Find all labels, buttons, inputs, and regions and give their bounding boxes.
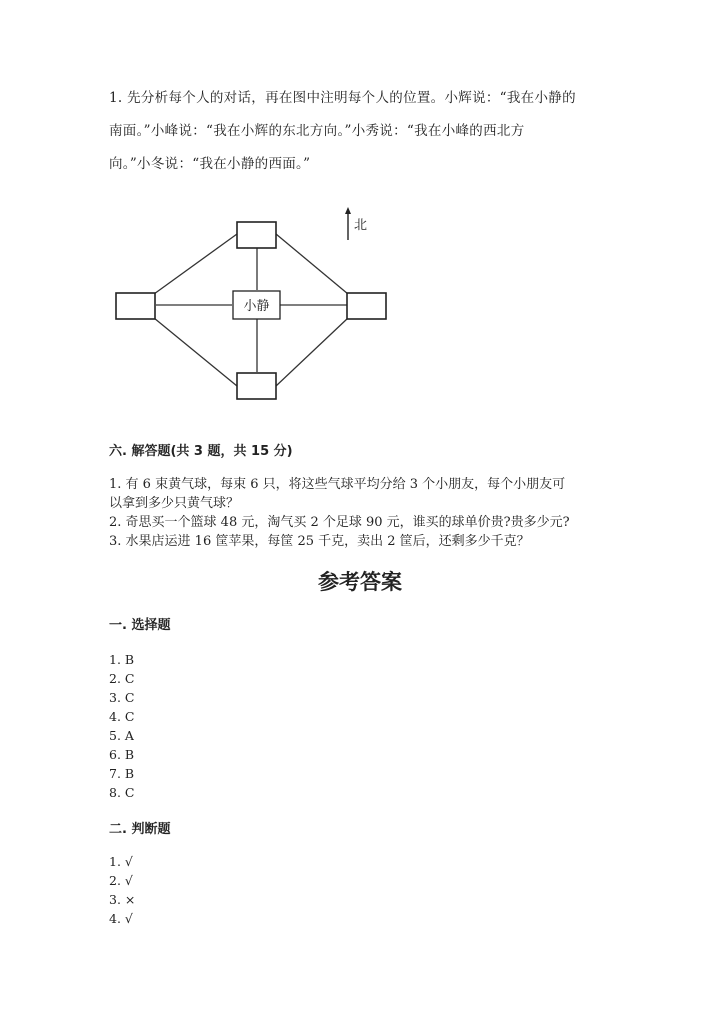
compass-label: 北 [354,218,368,233]
answers-title: 参考答案 [318,570,402,594]
west-box [116,293,155,319]
north-arrowhead-icon [345,207,351,214]
question-line: 2. 奇思买一个篮球 48 元，淘气买 2 个足球 90 元，谁买的球单价贵?贵多少元? [109,515,570,530]
answer-item: 1. B [109,652,135,667]
answers-section-heading: 二. 判断题 [109,822,171,837]
answers-list-choice [109,650,134,802]
answer-item: 2. C [109,671,135,686]
east-box [347,293,386,319]
answers-list-judge [109,852,135,928]
answer-item: 5. A [109,728,134,743]
answer-item: 7. B [109,766,135,781]
answer-item: 8. C [109,785,135,800]
section-6-heading: 六. 解答题(共 3 题，共 15 分) [109,444,293,459]
problem-1-line: 南面。”小峰说：“我在小辉的东北方向。”小秀说：“我在小峰的西北方 [109,123,525,139]
connector-line [154,318,237,386]
north-box [237,222,276,248]
question-line: 3. 水果店运进 16 筐苹果，每筐 25 千克，卖出 2 筐后，还剩多少千克？ [109,534,530,549]
answer-item: 4. C [109,709,135,724]
answer-item: 3. C [109,690,135,705]
problem-1-line: 向。”小冬说：“我在小静的西面。” [109,156,311,172]
problem-1-line: 1. 先分析每个人的对话，再在图中注明每个人的位置。小辉说：“我在小静的 [109,90,576,106]
center-label: 小静 [243,299,270,314]
answer-item: 3. × [109,892,136,907]
section-6-questions [109,475,570,551]
answer-item: 2. √ [109,873,133,888]
connector-line [276,318,348,386]
south-box [237,373,276,399]
question-line: 1. 有 6 束黄气球，每束 6 只，将这些气球平均分给 3 个小朋友，每个小朋友可 [109,477,566,492]
position-diagram [0,0,720,420]
answers-section-heading: 一. 选择题 [109,618,171,633]
answer-item: 4. √ [109,911,133,926]
answer-item: 1. √ [109,854,133,869]
connector-line [276,234,348,294]
connector-line [154,234,237,294]
answer-item: 6. B [109,747,135,762]
question-line: 以拿到多少只黄气球？ [109,496,240,511]
